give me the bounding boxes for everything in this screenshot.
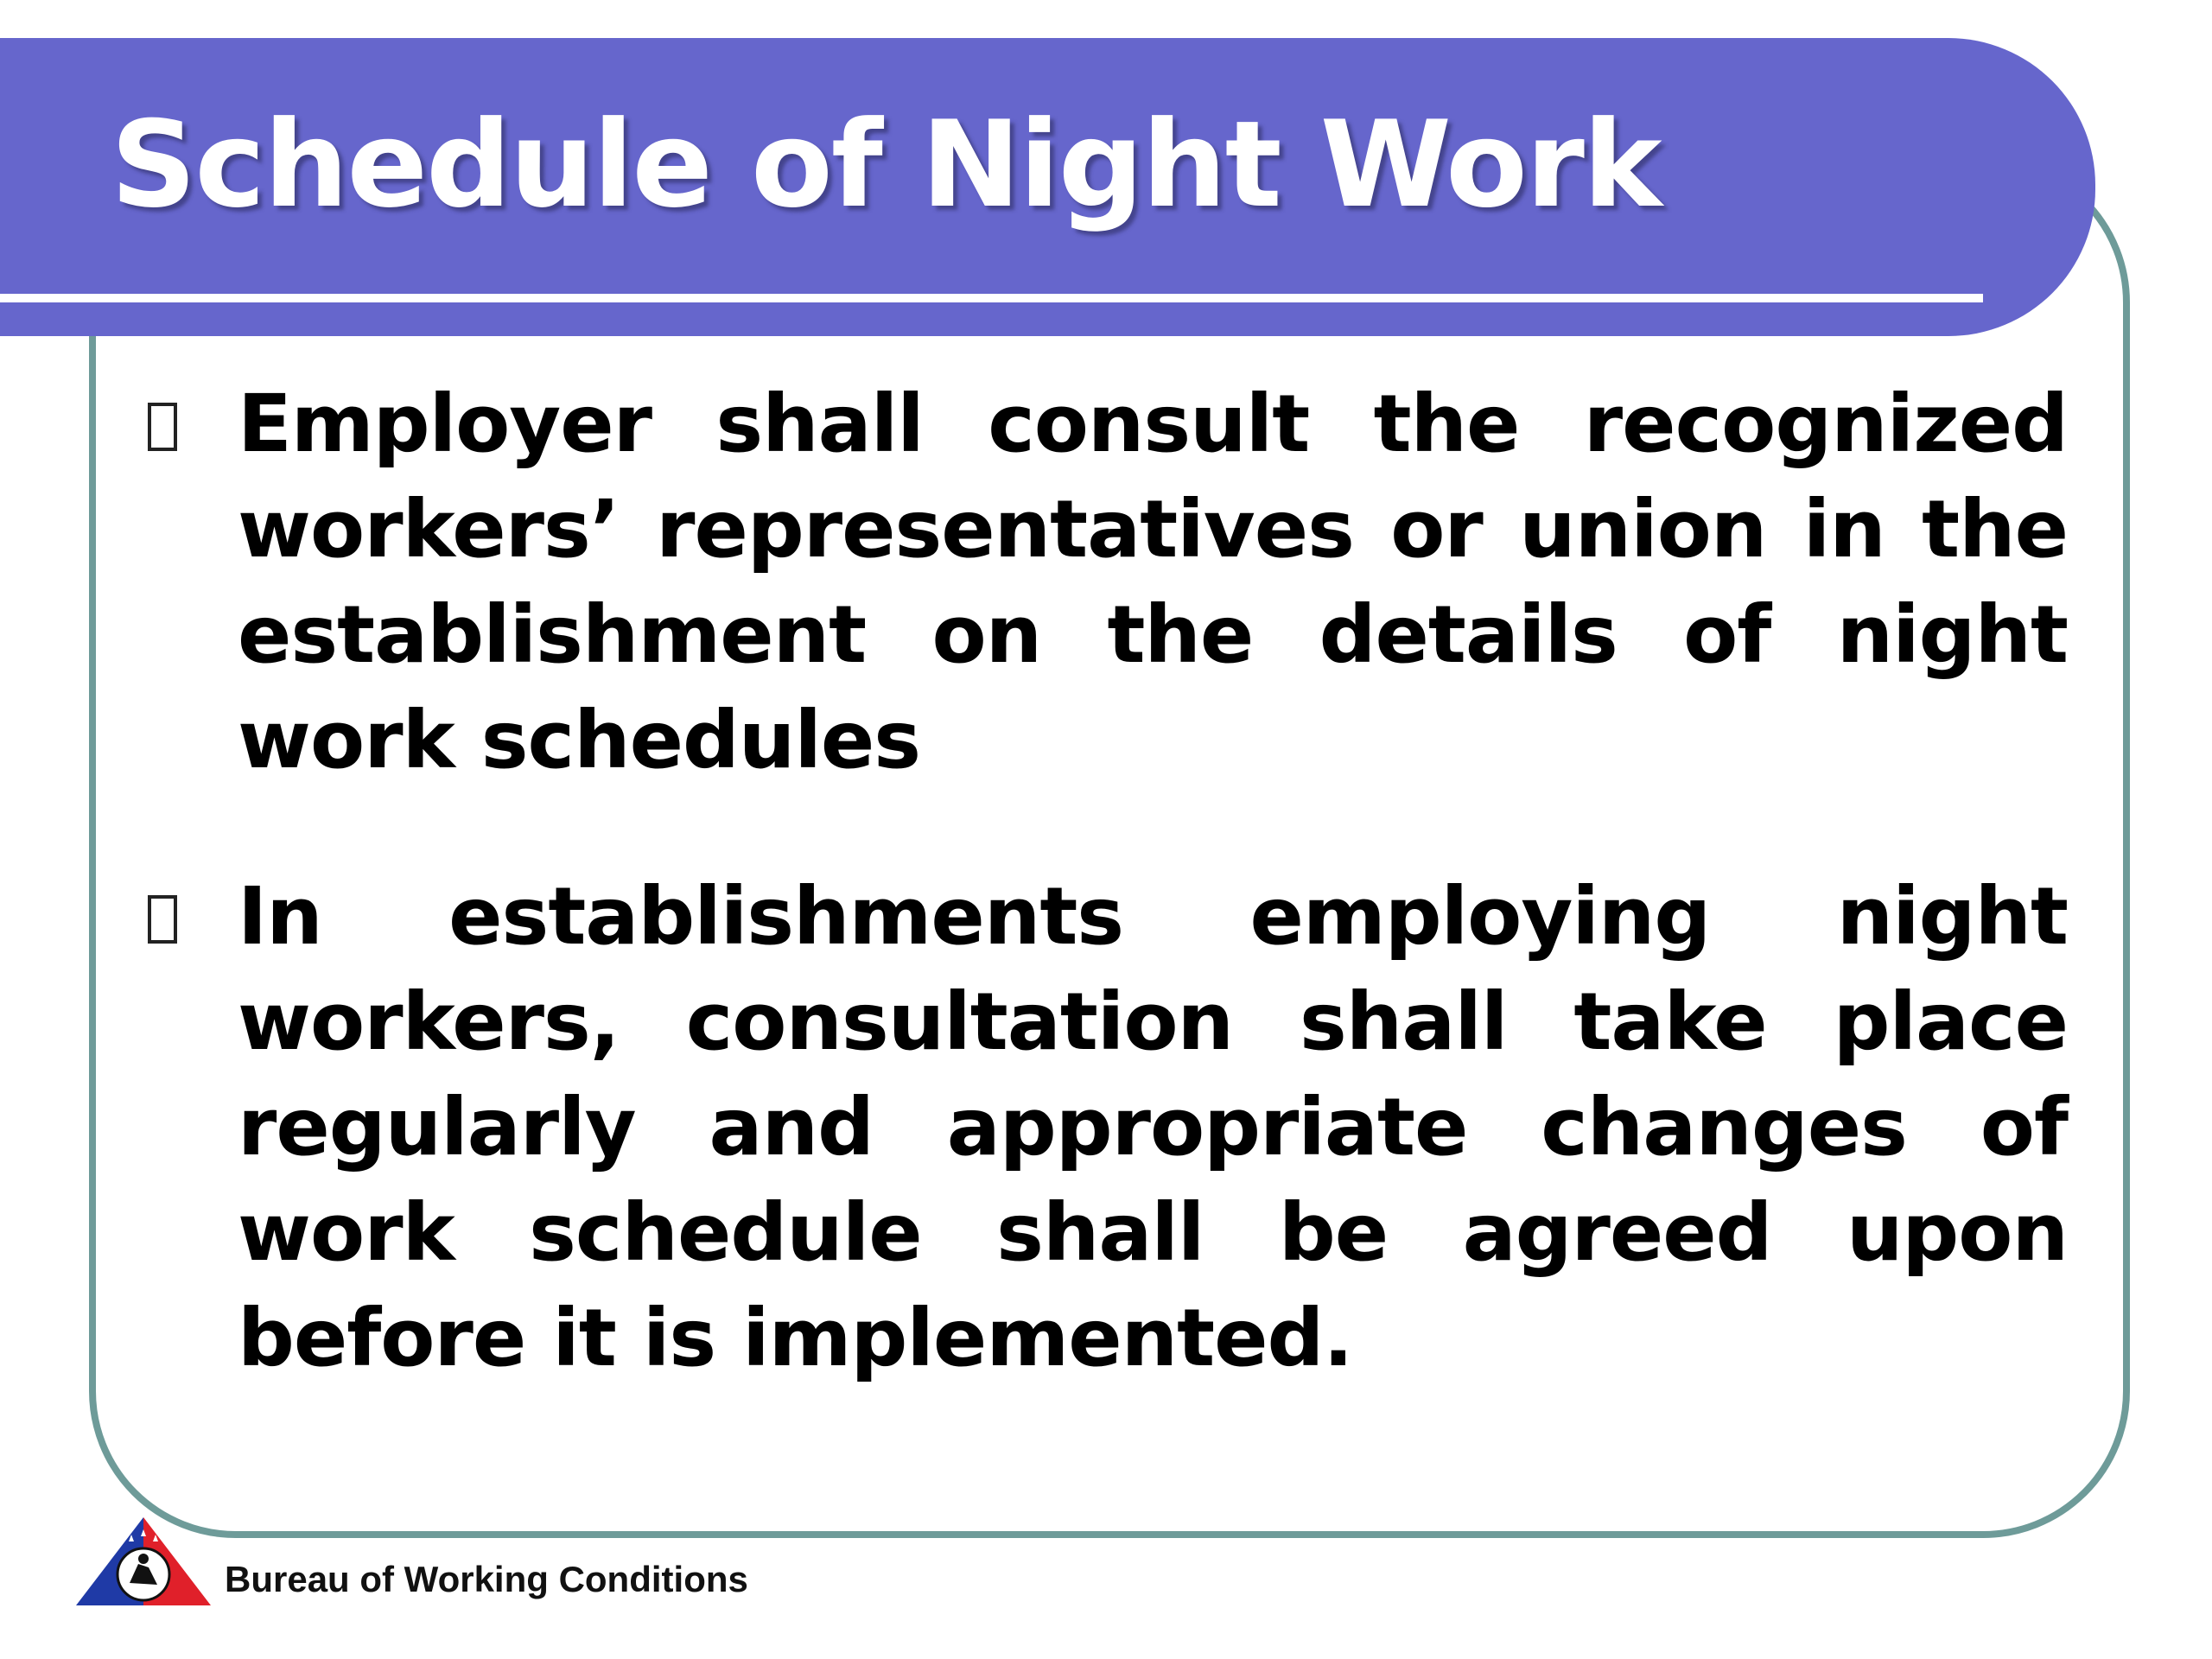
bullet-text: Employer shall consult the recognized workers’ representatives or union in the establishment on the details of night work schedules xyxy=(238,378,2068,786)
bullet-list xyxy=(145,372,2068,1462)
dole-triangle-logo-icon xyxy=(74,1514,213,1609)
footer-organization: Bureau of Working Conditions xyxy=(225,1559,748,1599)
title-divider xyxy=(0,294,1983,302)
bullet-item xyxy=(145,372,2068,793)
bullet-text: In establishments employing night workers, consultation shall take place regularly and appropriate changes of work schedule shall be agreed upon before it is implemented. xyxy=(238,870,2068,1384)
footer xyxy=(74,1514,852,1609)
slide-title: Schedule of Night Work xyxy=(111,95,1661,234)
bullet-item xyxy=(145,864,2068,1391)
bullet-box-icon xyxy=(148,403,177,451)
bullet-box-icon xyxy=(148,895,177,944)
